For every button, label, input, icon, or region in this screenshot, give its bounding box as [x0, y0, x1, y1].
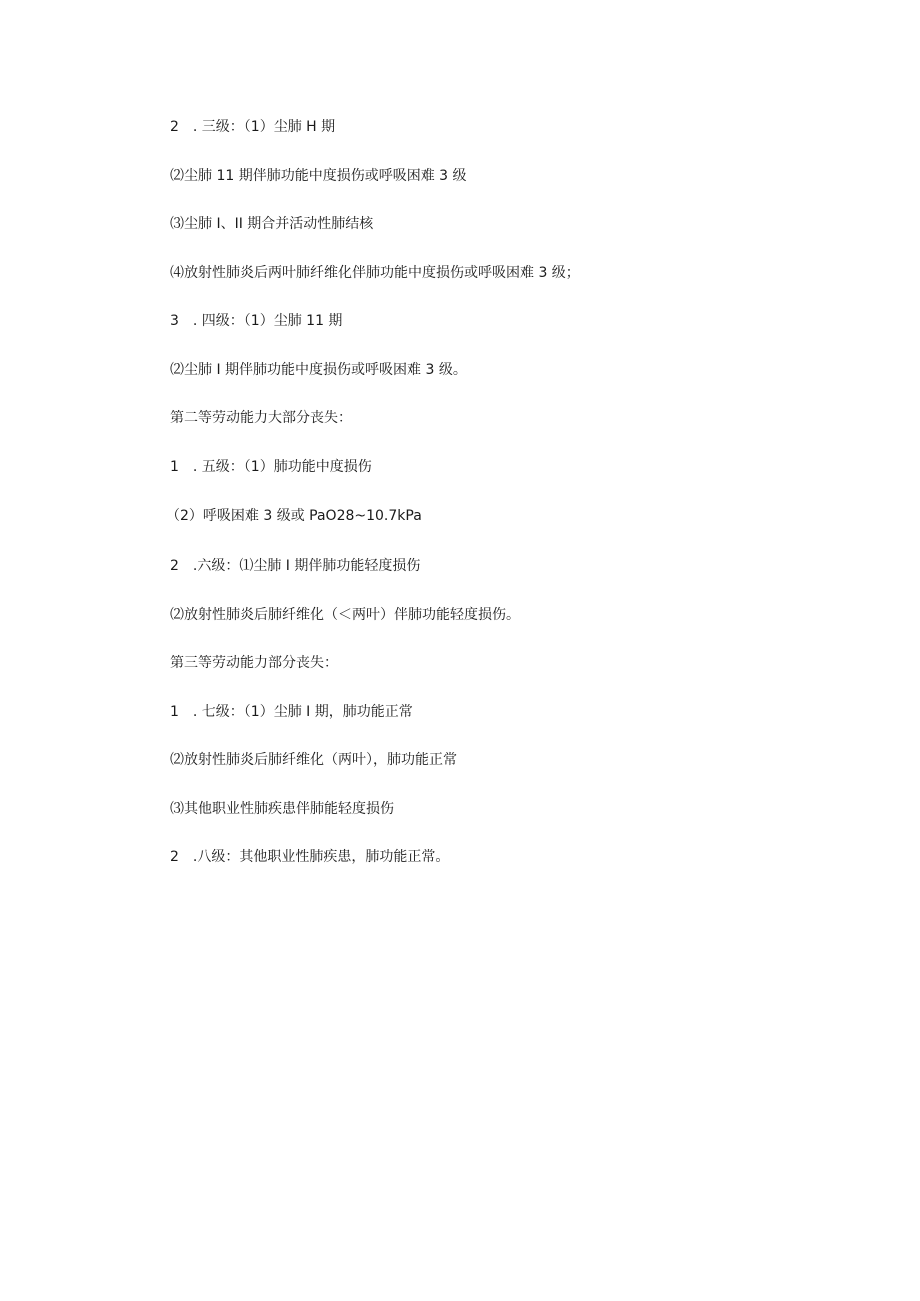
grade-8-heading: 2 .八级：其他职业性肺疾患，肺功能正常。	[170, 849, 450, 865]
grade-3-item-2: ⑵尘肺 11 期伴肺功能中度损伤或呼吸困难 3 级	[170, 168, 467, 184]
grade-7-heading: 1 . 七级：（1）尘肺 I 期，肺功能正常	[170, 704, 413, 720]
grade-5-heading: 1 . 五级：（1）肺功能中度损伤	[170, 459, 372, 475]
grade-3-item-3: ⑶尘肺 I、II 期合并活动性肺结核	[170, 216, 374, 232]
grade-4-heading: 3 . 四级：（1）尘肺 11 期	[170, 313, 343, 329]
grade-7-item-2: ⑵放射性肺炎后肺纤维化（两叶），肺功能正常	[170, 752, 457, 768]
grade-3-heading: 2 . 三级：（1）尘肺 H 期	[170, 119, 336, 135]
grade-3-item-4: ⑷放射性肺炎后两叶肺纤维化伴肺功能中度损伤或呼吸困难 3 级；	[170, 265, 580, 281]
grade-6-heading: 2 .六级：⑴尘肺 I 期伴肺功能轻度损伤	[170, 558, 421, 574]
section-third-class-title: 第三等劳动能力部分丧失：	[170, 655, 338, 671]
section-second-class-title: 第二等劳动能力大部分丧失：	[170, 410, 352, 426]
grade-6-item-2: ⑵放射性肺炎后肺纤维化（＜两叶）伴肺功能轻度损伤。	[170, 607, 520, 623]
grade-7-item-3: ⑶其他职业性肺疾患伴肺能轻度损伤	[170, 801, 394, 817]
grade-4-item-2: ⑵尘肺 I 期伴肺功能中度损伤或呼吸困难 3 级。	[170, 362, 467, 378]
grade-5-item-2: （2）呼吸困难 3 级或 PaO28~10.7kPa	[166, 508, 422, 524]
